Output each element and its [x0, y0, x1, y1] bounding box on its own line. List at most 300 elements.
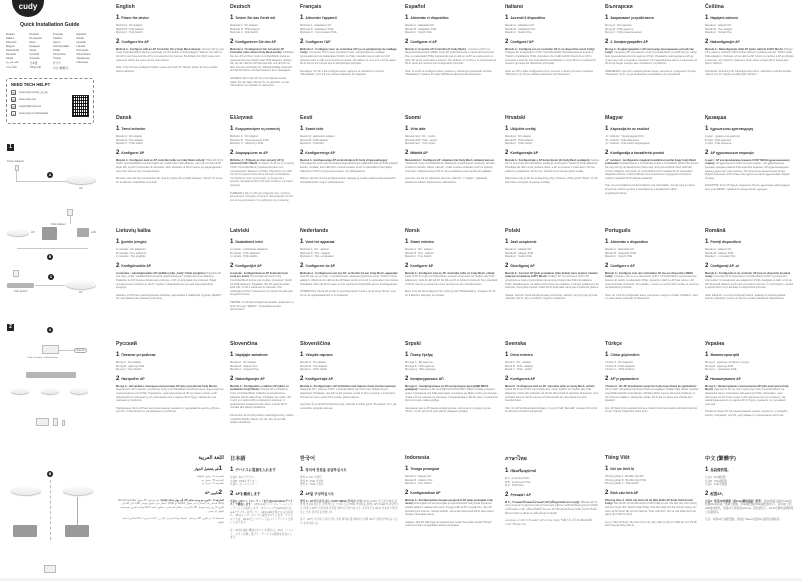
method-a-text: Ühendage AP oma Cudy kontrolleri/võrguseadmega (valikuliselt lüliti või PoE adapteri kaudu). Oodake, kuni LED AP-l muutub siniseks ja AP on ühendatud Internetiga. Vaikimisi on Wi-Fi nimi ja parool sama, mis põhiseadmel. [300, 162, 399, 173]
access-point-icon [7, 229, 29, 236]
note-text: Merk: Hvis AP ble konfigurert før, trykk og hold "Tilbakestilling" -knappen for 2S for å aktivere adopsjon av enheter. [405, 290, 496, 297]
method-a-text: APをcudyコントローラー/メッシュデバイスに接続します（オプションでswitchまたはpoeアダプターを介して）。APのLEDが青になるのを待ち、APはインターネットに接続されています。デフォルトでは、Wi-Fi名とパスワードはメインデバイスと同じになります。 [230, 503, 294, 525]
section-language-heading: Magyar [605, 115, 624, 121]
method-a-paragraph [300, 159, 399, 173]
language-section [300, 228, 399, 297]
step-1-title: Kapcsolja be az eszközt [610, 127, 649, 131]
method-line: Phương pháp C : PoE Switch [605, 482, 640, 486]
method-a-paragraph [605, 499, 699, 517]
method-a-paragraph [605, 385, 699, 403]
step-1-heading [230, 352, 294, 358]
method-a-title: M A : กำหนดค่าด้วยคอนโทรลเลอร์ AP (หรืออุปกรณ์ตาข่าย cudy): [505, 500, 580, 504]
step-2-title: Konfigurasikan AP [410, 490, 441, 495]
ap-label: AP [31, 231, 35, 234]
note-text: Примечание: Если AP был настроен раньше, нажмите и удерживайте кнопку «Сброс» для 2S, чтобы включить усыновление устройства. [116, 406, 221, 414]
method-a-title: 방법 A : AP 컨트롤러 (또는 CUDY MESH 장치)로 구성: [300, 499, 363, 503]
language-section [405, 341, 499, 414]
language-index-item: Deutsch [29, 33, 40, 36]
method-a-title: Метод A : Налаштування з контролером AP (або пристроєм Cudy Mesh): [705, 384, 789, 392]
method-line: Метод A : DC Adapter [116, 361, 142, 364]
step-1-heading [116, 352, 224, 358]
step-number: 1 [300, 352, 304, 358]
note-text: 注意：如果AP之前配置過，請按住"Reset"按鈕2s以啟用設備採用。 [705, 518, 783, 522]
step-1-title: قم بتشغيل الجهاز [194, 467, 219, 471]
method-line: Méthode C : Commutateur POE [300, 31, 337, 35]
step-2-title: Configurar el AP [410, 39, 437, 44]
method-line: Méthode A : Adaptateur DC [300, 24, 332, 27]
section-language-heading: Slovenščina [300, 341, 331, 347]
method-a-title: Phương thức A : Định cấu hình với bộ điều khiển AP (hoặc thiết bị lưới Cudy): [605, 498, 693, 506]
method-a-title: Method A : Configure with an AP Controller (Or a Cudy Mesh device): [116, 47, 201, 51]
language-section [300, 4, 399, 77]
step-2-title: Konfigurirajte AP [510, 150, 539, 155]
method-a-text: Priključite AP v napravo CUDY Controller/Mesh (po izbiri prek "stikala ali poe adapterja). Počakajte, da LED na AP postane modra in AP je povezan z internetom. Privzeto bo ime in geslo Wi-Fi enako glavni napravi. [300, 388, 396, 399]
step-1-heading [405, 239, 499, 245]
globe-icon: ◍ [12, 98, 15, 102]
method-a-title: Μέθοδος A : Ρύθμιση με έναν ελεγκτή AP (ή συσκευή CUDY Mesh): [230, 158, 284, 166]
help-title: NEED TECH HELP? [11, 82, 51, 87]
step-1-title: Nodarbiniet ierīci [235, 240, 264, 244]
step-1-title: Voed het apparaat [305, 240, 335, 244]
method-a-paragraph [705, 159, 794, 181]
section-language-heading: اللغة العربية [198, 455, 224, 461]
step-2-title: Configura l'AP [510, 39, 534, 44]
language-section [230, 455, 294, 540]
language-index-item: Srpski [6, 57, 14, 60]
step-2-heading [405, 263, 499, 269]
method-a-title: Método A : Configure com um controlador AP (ou um dispositivo MESH Cudy): [605, 271, 694, 279]
method-line: Metode C : Poe Switch [405, 255, 432, 259]
language-section [300, 341, 399, 410]
step-1-heading [230, 467, 294, 473]
method-line: Metode A : DC adapter [116, 135, 143, 138]
method-line: Metóda B : adaptér Poe [230, 364, 258, 368]
section-language-heading: Suomi [405, 115, 421, 121]
method-a-paragraph [230, 48, 294, 73]
step-1-title: Nối lực thiết bị [610, 467, 635, 471]
ap-label: AP [79, 291, 83, 294]
note-text: ЗАБЕЛЕЖКА: Ако AP е конфигуриран преди, натиснете и задръжте бутона "Нулиране" за 2s, за да активирате приемането на устройство. [605, 69, 696, 77]
step-1-title: Strøm enheten [410, 240, 435, 244]
note-text: ΣΗΜΕΙΩΣΗ: Εάν το AP έχει ρυθμιστεί πριν, πατήστε και κρατήστε πατημένο το κουμπί "Επαναφορά" για 2S για να ενεργοποιήσετε την υιοθέτηση της συσκευής. [230, 191, 293, 202]
step-number: 1 [705, 126, 709, 132]
method-line: Methode A : DC Adapter [230, 24, 258, 27]
method-a-paragraph [230, 385, 294, 410]
step-1-heading [705, 467, 794, 473]
method-line: Método A : Adaptador DC [605, 248, 635, 251]
step-2-heading [116, 263, 224, 269]
method-line: Metod B : POE : adapter [505, 364, 534, 368]
step-2-heading [505, 492, 599, 498]
step-number: 1 [116, 126, 120, 132]
note-text: Напомена: Ако је АП раније конфигурисан, притисните и држите дугме "Ресет" за 2С да бисте омогућили усвајање уређаја. [405, 406, 491, 414]
step-2-heading [705, 263, 794, 269]
language-index-item: Svenska [29, 57, 40, 60]
method-a-text: AP'yi CUDY denetleyicinize/örgü cihazınıza bağlayın (isteğe bağlı olarak "anahtar veya POE adaptörü aracılığıyla). AP'deki LED'in maviye dönmesini bekleyin ve AP internete bağlanır. Varsayılan olarak, Wi-Fi adı ve şifresi ana cihazla aynı olacaktır. [605, 388, 699, 403]
wire [59, 350, 74, 351]
method-a-title: Metodo A : Configura con un controller AP (o un dispositivo mesh Cudy): [505, 47, 596, 51]
method-line: Phương pháp B : Bộ điều hợp POE [605, 478, 646, 482]
method-a-paragraph [405, 385, 499, 403]
switch-icon [26, 372, 76, 378]
note-text: 注：APが以前に構成されていた場合は、2Sの「リセット」ボタンを押し続けて、デバイスの採用を有効にします。 [230, 528, 294, 540]
step-number: 2 [230, 490, 234, 497]
method-a-text: Подключите AP к своему устройству Cudy Controller/Mesh (необязательно через адаптер переключателя или POE). Подождите, пока светодиод на AP не станет синим, а AP подключается к Интернету. По умолчанию имя и пароль Wi-Fi будут такими же, как основное устройство. [116, 388, 224, 403]
note-text: Napomena: Ako je AP bio konfiguriran prije, pritisnite i držite gumb "Reset" za 2S kako biste omogućili usvajanje uređaja. [505, 177, 598, 184]
step-number: 2 [405, 38, 409, 45]
step-number: 1 [505, 468, 509, 474]
step-2-heading [605, 150, 699, 156]
step-1-heading [605, 239, 699, 245]
step-2-heading [605, 263, 699, 269]
method-a-title: Methode A : Configureren met een AP -controller (of een Cudy Mesh -apparaat): [300, 271, 398, 275]
step-2-title: AP를 구성하십시오 [305, 491, 334, 496]
method-line: Method A : DC Adapter [116, 24, 143, 27]
power-adapter-label: Power Adapter [7, 160, 25, 163]
method-a-title: Метод A : Настройка с помощью контроллера AP (или устройства Cudy Mesh): [116, 384, 218, 388]
method-line: Метод B : адаптер POE [116, 364, 145, 368]
method-line: Methode A : DC : adapter [300, 248, 330, 251]
method-a-text: Spojite AP na svoj Cudy kontroler/Mesh uređaj (po želji putem "Switch ili POE adaptera). Pričekajte da LED na AP postane plava, a AP je povezan s Internetom. Prema zadanim postavkama, Wi-Fi ime i lozinka bit će isti kao glavni uređaj. [505, 158, 599, 173]
note-text: Note: If the AP was configured before, press and hold the "Reset" button for 2s to enable device adoption. [116, 66, 218, 73]
step-2-title: APを構成します [235, 491, 261, 496]
method-line: Phương pháp A : Bộ điều hợp DC [605, 475, 644, 478]
method-a-title: 方法A : APコントローラー（またはCudy Meshデバイス）で構成します： [230, 499, 293, 507]
method-line: Metoda C : comutator Poe [705, 255, 736, 259]
method-line: B metode : POE adapteris [230, 251, 261, 255]
step-1-heading [705, 15, 794, 21]
ap-label: AP [79, 187, 83, 190]
step-2-heading [300, 263, 399, 269]
section-language-heading: Latviski [230, 228, 250, 234]
step-number: 2 [605, 489, 609, 496]
language-index-item: Slovenščina [76, 53, 91, 56]
method-a-paragraph [505, 385, 599, 403]
language-index-item: Slovenčina [53, 53, 66, 56]
step-1-heading [405, 126, 499, 132]
cudy-logo: cudy [12, 0, 44, 17]
language-index-item: Magyar [6, 45, 15, 48]
method-line: B әдісі : PoE адаптері [705, 138, 732, 142]
wall-outlet-icon [67, 209, 73, 216]
method-line: Metoda C : POE Switch [505, 142, 533, 146]
language-index [6, 33, 100, 70]
language-index-item: Norsk [29, 49, 37, 52]
step-1-heading [230, 239, 294, 245]
method-line: Метод C : Poe Switch [116, 368, 142, 372]
method-a-text: Collega l'AP al dispositivo CUDY Controller/Mesh (facoltativamente tramite lo "Switch o l'adattatore POE). Attendere che il LED sull'AP diventi blu e l'AP è connesso a Internet. Per impostazione predefinita, il nome Wi-Fi e la password saranno gli stessi del dispositivo principale. [505, 51, 596, 66]
help-link[interactable]: www.cudy.com [19, 98, 37, 101]
method-line: Metod A : DC : adapter [505, 361, 532, 364]
step-2-title: 2. Конфигурирайте AP [610, 39, 649, 44]
method-a-text: Свържете AP към вашето Cudy Controller/Mesh устройство (по избор чрез превключвателя или адаптер POE). Изчакайте светодиода на AP да стане син и AP е свързан с интернет. По подразбиране името и паролата на Wi-Fi ще бъдат същите като основното устройство. [605, 51, 697, 66]
language-index-item: اللغة العربية [6, 61, 19, 64]
section-language-heading: Slovenčina [230, 341, 258, 347]
step-number: 2 [300, 490, 304, 497]
language-section [230, 341, 294, 425]
method-line: Метода Б : ПоЕ адаптер [405, 364, 435, 368]
method-a-paragraph [505, 48, 599, 66]
step-1-title: Zasil urządzenie [510, 240, 537, 244]
method-line: Метод B : POE адаптер [605, 27, 634, 31]
step-1-heading [116, 239, 224, 245]
step-2-title: Konfigurera AP [510, 376, 536, 381]
language-section [505, 341, 599, 414]
method-a-title: Metoda A : Konfigurirajte s AP kontrolerom (ili Cudy Mesh uređajem): [505, 158, 591, 162]
note-text: Bemærk: Hvis AP blev konfigureret før, skal du trykke på og holde knappen "Reset" for 2sme for at aktivere anskaffelse af enhed. [116, 177, 223, 184]
wire [16, 171, 17, 181]
method-a-paragraph [230, 159, 294, 188]
language-index-item: Čeština [53, 37, 62, 40]
step-2-title: Konfigurirajte AP [305, 376, 334, 381]
step-1-heading [116, 466, 224, 472]
step-1-title: Setzen Sie das Gerät mit [235, 16, 275, 20]
step-2-title: Konfigurer AP [410, 263, 434, 268]
language-section [116, 228, 224, 301]
note-text: Opomba: Če je bil AP konfiguriran prej, pritisnite in držite gumb "Ponastavi" za 2, da omogočite sprejetje naprave. [300, 403, 397, 410]
step-number: 2 [705, 490, 709, 497]
method-a-paragraph [505, 272, 599, 290]
language-index-item: 中文 (繁體字) [53, 67, 69, 70]
method-line: 方法B : POEアダプター [230, 479, 258, 483]
method-line: Метод A : адаптер постійного струму [705, 361, 750, 364]
method-line: Metoda A : Adaptor DC [705, 248, 732, 251]
section-language-heading: ภาษาไทย [505, 456, 527, 462]
step-1-heading [116, 126, 224, 132]
step-1-heading [405, 352, 499, 358]
method-a-text: Συνδέστε το AP με τη συσκευή CUDY Controller/Mesh (προαιρετικά μέσω του προσαρμογέα "Διακόπτη ή POE). Περιμένετε την LED στο AP να γυρίσει μπλε και το AP είναι συνδεδεμένο στο διαδίκτυο. Από προεπιλογή, το όνομα και ο κωδικός πρόσβασης Wi-Fi θα είναι τα ίδια με την κύρια συσκευή. [230, 162, 294, 187]
method-line: Метод A : DC адаптер [605, 24, 632, 27]
step-1-title: Virta laite [410, 127, 426, 131]
step-number: 2 [116, 375, 120, 382]
step-1-heading [505, 15, 599, 21]
chat-icon: ✉ [12, 91, 15, 95]
method-line: Metoda A : Adapter DC [505, 248, 532, 251]
section-language-heading: Türkçe [605, 341, 623, 347]
method-a-title: Yöntem A : Bir AP denetleyicisi (veya bir Cudy örgü cihazı) ile yapılandırın: [605, 384, 697, 388]
step-2-title: Configure the AP [121, 39, 149, 44]
step-1-title: Ενεργοποιήστε τη συσκευή [235, 127, 280, 131]
step-2-heading [116, 39, 224, 45]
step-number: 2 [705, 375, 709, 382]
step-2-title: Configureer de AP [305, 263, 335, 268]
section-language-heading: Dansk [116, 115, 132, 121]
method-line: Menetelmä C : Poe: kytkin [405, 142, 436, 146]
step-2-heading [605, 490, 699, 496]
language-index-item: Українська [76, 57, 90, 60]
method-line: Metode B : Adaptor Poe [405, 478, 433, 482]
step-number: 1 [605, 352, 609, 358]
method-line: 방법 B : POE 어댑터 [300, 479, 324, 483]
method-a-text: AP құрылғысын CUDY контроллеріне / тор құрылғысына қосыңыз (қосқыш немесе PoE адаптері арқылы). AP құрылғысындағы жарық диоды көк түске ауысып, AP интернетке қосылғанша күтіңіз. Әдепкі бойынша, Wi-Fi атауы мен құпия сөз негізгі құрылғымен бірдей болады. [705, 162, 790, 180]
method-line: Yöntem B : POE adaptörü [605, 364, 635, 368]
method-a-paragraph [605, 48, 699, 66]
step-2-heading [230, 491, 294, 497]
step-1-title: Cihazı güçlendirin [610, 353, 640, 357]
step-1-title: Driva enheten [510, 353, 533, 357]
method-a-paragraph [705, 385, 794, 407]
method-line: Yöntem C : POE anahtarı [605, 368, 635, 372]
method-line: Método C : Switch POE [605, 255, 633, 259]
step-number: 1 [218, 466, 222, 472]
language-index-item: Français [53, 33, 63, 36]
section-language-heading: Tiếng Việt [605, 455, 630, 461]
step-number: 1 [300, 126, 304, 132]
access-point-icon [11, 486, 41, 495]
method-line: Metode B : Poe adapter [116, 138, 144, 142]
mail-icon: ✉ [12, 105, 15, 109]
step-2-title: กำหนดค่า AP [510, 492, 531, 497]
method-a-text: Conecte o AP ao seu dispositivo CUDY Controller/Mesh (opcionalmente através do switch ou adaptador POE). Aguarde o LED no AP ficar azul e o AP está conectado à Internet. Por padrão, o nome e a senha Wi-Fi serão os mesmos do dispositivo principal. [605, 275, 699, 290]
language-section [116, 115, 224, 184]
method-a-text: Connectez l'AP à votre contrôleur Cudy / périphérique de maillage (éventuellement via l'adaptateur Switch ou PoE). Attendez que le LED sur l'AP devienne bleu et l'AP est connecté à Internet. Par défaut, le nom et le mot de passe Wi-Fi seront les mêmes que le périphérique principal. [300, 51, 396, 66]
method-a-paragraph [116, 272, 224, 290]
method-line: M B : อะแดปเตอร์ Poe [505, 480, 531, 484]
language-section [116, 455, 224, 524]
help-link[interactable]: support@cudy.com [19, 105, 42, 108]
language-index-item: ภาษาไทย [6, 66, 17, 69]
section-language-heading: Deutsch [230, 4, 251, 10]
step-2-title: Διαμορφώστε το AP [235, 150, 268, 155]
note-text: Notă: Dacă AP -ul a fost configurat înainte, apăsaţi şi menţineţi apăsat butonul „Resetare" pentru 2s pentru a activa adoptarea dispozitivului. [705, 293, 786, 301]
method-line: Metoda C : Spínač Poe [705, 31, 732, 35]
method-line: A metodas : DC adapteris [116, 248, 146, 251]
method-line: Methode C : Poe -schakelaar [300, 255, 334, 259]
language-section [505, 4, 599, 77]
step-2-heading [230, 150, 294, 156]
router-label: Cudy Controller or Mesh Router [27, 357, 58, 359]
method-line: Metode A : Adaptor DC [405, 475, 432, 478]
method-a-title: Metoda A : Nakonfigurujte řadič AP (nebo zařízení CUDY Mesh): [705, 47, 784, 51]
step-number: 1 [230, 15, 234, 21]
help-link[interactable]: www.cudy.com/download [19, 112, 48, 115]
step-number: 1 [116, 15, 120, 21]
language-index-item: Indonesia [76, 61, 88, 64]
method-a-title: A metodas : sukonfigūruokite AP valdiklio (arba „Cudy" tinklo įrenginio): [116, 271, 206, 275]
step-2-heading [705, 491, 794, 497]
step-1-badge: 1 [7, 144, 14, 151]
language-section [300, 115, 399, 184]
method-a-text: Connect AP to your Cudy Controller/Mesh Device (optionally via the Switch or PoE Adapter). Wait for the LED on the AP to turn blue and the AP is connected to the internet. By default, the Wi-Fi name and password will be the same as the main device. [116, 47, 225, 62]
method-a-paragraph [300, 385, 399, 399]
help-link[interactable]: www.cudy.com/qr_cg_ap [19, 91, 48, 94]
language-index-item: 日本語 [29, 62, 38, 65]
step-2-heading [705, 39, 794, 45]
step-1-heading [505, 468, 599, 474]
method-a-paragraph [505, 159, 599, 173]
step-number: 2 [505, 262, 509, 269]
method-a-title: Metóda A : Konfigurácia s radičom AP (alebo so zariadením Cudy Mesh): [230, 384, 289, 392]
language-index-item: Suomi [53, 41, 61, 44]
step-1-heading [300, 352, 399, 358]
note-text: Not: AP daha önce yapılandırılmışsa, cihazın benimsenmesini etkinleştirmek için 2s için "Sıfırla" düğmesini basılı tutun. [605, 406, 698, 414]
method-a-text: Pripojte AP k zariadeniu Cudy Controller/Mesh (voliteľne prostredníctvom adaptéra Switch alebo Poe). Počkajte, kým LED v AP zmení na modrú a AP je pripojený k Internetu. V predvolenom nastavení bude názov a heslo Wi-Fi rovnaké ako hlavné zariadenie. [230, 388, 292, 410]
step-number: 1 [705, 239, 709, 245]
step-2-title: Konfigūruokite AP [121, 263, 151, 268]
language-section [705, 228, 794, 301]
method-line: Meetod A : alalisvoolu adapter [300, 135, 335, 138]
step-2-title: Konfigurieren Sie den AP [235, 39, 277, 44]
method-a-paragraph [116, 499, 224, 513]
language-section [230, 228, 294, 312]
method-a-title: 方法A : 使用AP控制器（或Cudy網格設備）配置： [705, 499, 764, 503]
step-2-title: Настройте AP [121, 376, 145, 381]
laptop-icon [36, 418, 49, 426]
step-1-heading [116, 15, 224, 21]
method-line: Metodo C : Switch Poe [505, 31, 532, 35]
method-line: Meetod C : PoE lüliti [300, 142, 324, 146]
language-index-item: Italiano [6, 37, 15, 40]
step-2-heading [300, 491, 399, 497]
step-number: 1 [230, 467, 234, 473]
divider [50, 480, 51, 540]
step-2-title: 配置AP。 [710, 491, 726, 496]
language-section [405, 228, 499, 297]
step-1-title: Uključite uređaj [510, 127, 536, 131]
method-line: Método B : Adaptador POE [405, 27, 437, 31]
wire [35, 285, 65, 286]
step-1-title: Питание устройства [121, 353, 156, 357]
method-a-title: Metoda A : Konfigurirajte z AP krmilnikom (ali napravo Cudy mrežne naprave): [300, 384, 397, 388]
method-line: Метод C : перемикач POE [705, 368, 737, 372]
step-2-heading [230, 39, 294, 45]
step-2-title: Конфигурисање АП [410, 376, 444, 381]
method-line: Metoda B : Poe adaptér [705, 27, 733, 31]
step-1-title: Tænd enheden [121, 127, 146, 131]
step-1-title: Повер Уређај [410, 353, 433, 357]
step-2-title: Määritä AP [410, 150, 428, 155]
method-a-paragraph [300, 48, 399, 66]
ethernet-cable [77, 497, 78, 525]
step-1-heading [605, 352, 699, 358]
poe-switch-label: PoE Switch [14, 290, 28, 293]
step-2-heading [300, 150, 399, 156]
note-text: Nota: se l'AP è stato configurato prima, premere e tenere premuto il pulsante "Ripristina" per 2S per abilitare l'adozione del dispositivo. [505, 69, 594, 77]
method-line: 方法A : DC適配器 [705, 476, 726, 479]
method-a-title: Methode A : Konfigurieren Sie mit einem AP Controller (oder einem Cudy Mesh-Gerät): [230, 47, 284, 55]
step-number: 1 [405, 239, 409, 245]
step-1-heading [705, 126, 794, 132]
method-line: M C : สวิตช์ Poe [505, 484, 524, 488]
step-number: 2 [405, 489, 409, 496]
method-a-text: Sluit AP aan op uw Cudy -controller/mesh -apparaat (optioneel via de "Switch of Poe adapter). Wacht tot de LED op de AP blauw wordt en de AP is verbonden met internet. Standaard zullen de Wi-Fi naam en het wachtwoord hetzelfde als het hoofdapparaat. [300, 275, 400, 286]
method-line: Menetelmä A : DC : sovitin [405, 135, 436, 138]
method-line: الطريقة C : تبديل بو [202, 482, 224, 486]
method-a-title: Metod A : Konfigurera med en AP -styrenhet (eller en Cudy Mesh -enhet): [505, 384, 595, 388]
section-language-heading: Eesti [300, 115, 313, 121]
step-1-heading [505, 239, 599, 245]
step-1-title: Vklopite napravo [305, 353, 333, 357]
step-1-title: Porniţi dispozitivul [710, 240, 741, 244]
method-a-text: Conectaţi AP la dispozitivul Controller/Mesh CUDY (opţional prin intermediul "comutatorului sau adaptorului POE). Aşteptaţi ca LED -ul de pe AP să devină albastru şi AP este conectat la Internet. În mod implicit, numele şi parola Wi-Fi vor fi aceleaşi cu dispozitivul principal. [705, 275, 794, 290]
method-line: Metodo A : Adattatore DC [505, 24, 535, 27]
method-c-badge: C [49, 275, 53, 279]
step-2-title: Configure o AP [610, 263, 635, 268]
section-language-heading: 日本語 [230, 456, 246, 462]
method-a-text: Csatlakoztassa a hozzáférési pontot a Cudy/Mesh eszközhöz (kívánt ha meg ami így az illeszpontot) Várja meg, amíg az eszközön lévő LED kék színnel világítani nem kezd, és a hozzáférési pont csatlakozik az internethez. Alapértelmezetten a Wi-Fi hálózat neve és jelszava megegyezik a központi eszköz megfelelő Wi-Fi hálózat adataival. [605, 162, 699, 180]
method-a-text: Підключіть AP до свого пристрою Cudy Controller/Mesh (за бажанням через "перемикач або адаптер POE). Зачекайте, поки світлодіод на AP стане синім, а AP підключається до Інтернету. За замовчуванням ім'я та пароль Wi-Fi будуть такими ж, як і основний пристрій. [705, 388, 786, 406]
step-number: 2 [705, 149, 709, 156]
step-number: 2 [505, 375, 509, 382]
step-1-title: Alimentar o dispositivo [610, 240, 648, 244]
language-section [705, 455, 794, 522]
step-1-heading [605, 126, 699, 132]
language-index-item: Lietuvių kalba [53, 45, 69, 48]
method-a-paragraph [505, 501, 599, 515]
router-icon [65, 525, 89, 537]
language-section [605, 115, 699, 195]
step-2-heading [505, 263, 599, 269]
